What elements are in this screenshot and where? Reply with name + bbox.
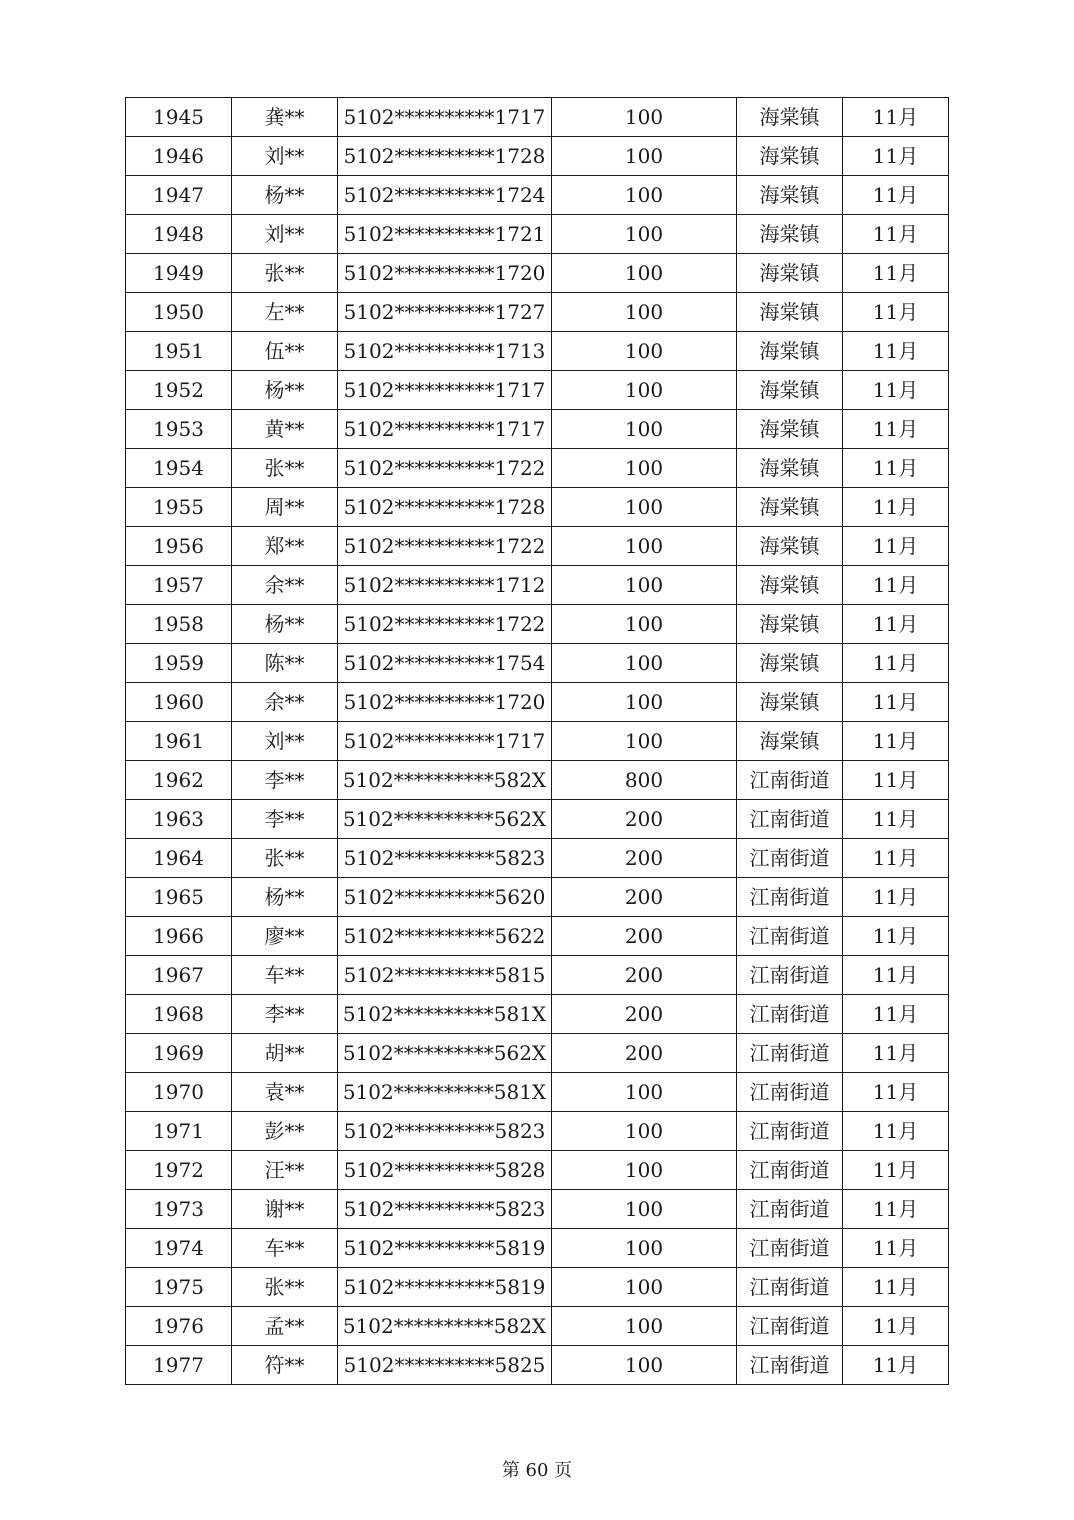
month-cell: 11月 — [843, 254, 949, 293]
serial-cell: 1960 — [126, 683, 232, 722]
month-cell: 11月 — [843, 800, 949, 839]
id-number-cell: 5102**********5620 — [338, 878, 552, 917]
table-row — [126, 449, 949, 488]
table-row — [126, 1073, 949, 1112]
amount-cell: 100 — [552, 1073, 737, 1112]
amount-cell: 100 — [552, 1307, 737, 1346]
name-cell: 刘** — [232, 137, 338, 176]
area-cell: 海棠镇 — [737, 605, 843, 644]
amount-cell: 200 — [552, 878, 737, 917]
serial-cell: 1959 — [126, 644, 232, 683]
serial-cell: 1970 — [126, 1073, 232, 1112]
table-row — [126, 917, 949, 956]
id-number-cell: 5102**********5828 — [338, 1151, 552, 1190]
amount-cell: 200 — [552, 956, 737, 995]
amount-cell: 100 — [552, 722, 737, 761]
amount-cell: 200 — [552, 839, 737, 878]
name-cell: 孟** — [232, 1307, 338, 1346]
month-cell: 11月 — [843, 956, 949, 995]
area-cell: 江南街道 — [737, 1346, 843, 1385]
area-cell: 海棠镇 — [737, 98, 843, 137]
table-row — [126, 176, 949, 215]
table-row — [126, 527, 949, 566]
id-number-cell: 5102**********1727 — [338, 293, 552, 332]
month-cell: 11月 — [843, 1190, 949, 1229]
id-number-cell: 5102**********1712 — [338, 566, 552, 605]
table-row — [126, 1307, 949, 1346]
amount-cell: 100 — [552, 137, 737, 176]
month-cell: 11月 — [843, 293, 949, 332]
id-number-cell: 5102**********582X — [338, 1307, 552, 1346]
area-cell: 海棠镇 — [737, 176, 843, 215]
name-cell: 龚** — [232, 98, 338, 137]
area-cell: 海棠镇 — [737, 722, 843, 761]
amount-cell: 200 — [552, 800, 737, 839]
serial-cell: 1963 — [126, 800, 232, 839]
amount-cell: 100 — [552, 449, 737, 488]
table-row — [126, 1229, 949, 1268]
serial-cell: 1977 — [126, 1346, 232, 1385]
name-cell: 张** — [232, 254, 338, 293]
table-row — [126, 254, 949, 293]
id-number-cell: 5102**********581X — [338, 995, 552, 1034]
area-cell: 江南街道 — [737, 1151, 843, 1190]
table-row — [126, 995, 949, 1034]
name-cell: 汪** — [232, 1151, 338, 1190]
serial-cell: 1968 — [126, 995, 232, 1034]
table-row — [126, 410, 949, 449]
area-cell: 海棠镇 — [737, 254, 843, 293]
area-cell: 海棠镇 — [737, 566, 843, 605]
serial-cell: 1967 — [126, 956, 232, 995]
serial-cell: 1962 — [126, 761, 232, 800]
serial-cell: 1953 — [126, 410, 232, 449]
amount-cell: 100 — [552, 1268, 737, 1307]
area-cell: 江南街道 — [737, 1112, 843, 1151]
month-cell: 11月 — [843, 137, 949, 176]
month-cell: 11月 — [843, 761, 949, 800]
amount-cell: 100 — [552, 566, 737, 605]
amount-cell: 100 — [552, 1112, 737, 1151]
area-cell: 江南街道 — [737, 1034, 843, 1073]
amount-cell: 100 — [552, 332, 737, 371]
name-cell: 杨** — [232, 605, 338, 644]
amount-cell: 100 — [552, 605, 737, 644]
id-number-cell: 5102**********1728 — [338, 137, 552, 176]
month-cell: 11月 — [843, 215, 949, 254]
name-cell: 谢** — [232, 1190, 338, 1229]
id-number-cell: 5102**********562X — [338, 800, 552, 839]
data-table — [125, 97, 949, 1385]
serial-cell: 1965 — [126, 878, 232, 917]
name-cell: 车** — [232, 956, 338, 995]
table-row — [126, 605, 949, 644]
month-cell: 11月 — [843, 1073, 949, 1112]
table-row — [126, 839, 949, 878]
area-cell: 江南街道 — [737, 1268, 843, 1307]
month-cell: 11月 — [843, 449, 949, 488]
area-cell: 江南街道 — [737, 800, 843, 839]
month-cell: 11月 — [843, 98, 949, 137]
name-cell: 彭** — [232, 1112, 338, 1151]
area-cell: 海棠镇 — [737, 683, 843, 722]
table-row — [126, 371, 949, 410]
serial-cell: 1972 — [126, 1151, 232, 1190]
area-cell: 海棠镇 — [737, 293, 843, 332]
name-cell: 胡** — [232, 1034, 338, 1073]
table-row — [126, 644, 949, 683]
table-row — [126, 137, 949, 176]
table-row — [126, 1112, 949, 1151]
month-cell: 11月 — [843, 176, 949, 215]
serial-cell: 1966 — [126, 917, 232, 956]
month-cell: 11月 — [843, 1229, 949, 1268]
id-number-cell: 5102**********1722 — [338, 449, 552, 488]
month-cell: 11月 — [843, 527, 949, 566]
table-row — [126, 1268, 949, 1307]
name-cell: 张** — [232, 449, 338, 488]
id-number-cell: 5102**********1722 — [338, 527, 552, 566]
table-row — [126, 683, 949, 722]
name-cell: 左** — [232, 293, 338, 332]
table-row — [126, 293, 949, 332]
amount-cell: 100 — [552, 371, 737, 410]
id-number-cell: 5102**********5815 — [338, 956, 552, 995]
amount-cell: 100 — [552, 293, 737, 332]
table-row — [126, 761, 949, 800]
area-cell: 江南街道 — [737, 1073, 843, 1112]
name-cell: 刘** — [232, 722, 338, 761]
id-number-cell: 5102**********1722 — [338, 605, 552, 644]
serial-cell: 1951 — [126, 332, 232, 371]
id-number-cell: 5102**********1717 — [338, 410, 552, 449]
area-cell: 海棠镇 — [737, 332, 843, 371]
serial-cell: 1952 — [126, 371, 232, 410]
name-cell: 张** — [232, 839, 338, 878]
id-number-cell: 5102**********5823 — [338, 1190, 552, 1229]
name-cell: 郑** — [232, 527, 338, 566]
area-cell: 海棠镇 — [737, 371, 843, 410]
amount-cell: 100 — [552, 1151, 737, 1190]
name-cell: 杨** — [232, 371, 338, 410]
month-cell: 11月 — [843, 722, 949, 761]
serial-cell: 1973 — [126, 1190, 232, 1229]
id-number-cell: 5102**********582X — [338, 761, 552, 800]
area-cell: 海棠镇 — [737, 137, 843, 176]
area-cell: 海棠镇 — [737, 527, 843, 566]
name-cell: 伍** — [232, 332, 338, 371]
name-cell: 杨** — [232, 176, 338, 215]
area-cell: 江南街道 — [737, 995, 843, 1034]
name-cell: 李** — [232, 800, 338, 839]
amount-cell: 100 — [552, 644, 737, 683]
serial-cell: 1946 — [126, 137, 232, 176]
serial-cell: 1957 — [126, 566, 232, 605]
amount-cell: 100 — [552, 683, 737, 722]
id-number-cell: 5102**********5823 — [338, 839, 552, 878]
area-cell: 海棠镇 — [737, 410, 843, 449]
id-number-cell: 5102**********1720 — [338, 254, 552, 293]
month-cell: 11月 — [843, 332, 949, 371]
area-cell: 江南街道 — [737, 839, 843, 878]
serial-cell: 1964 — [126, 839, 232, 878]
amount-cell: 200 — [552, 917, 737, 956]
serial-cell: 1974 — [126, 1229, 232, 1268]
area-cell: 江南街道 — [737, 761, 843, 800]
month-cell: 11月 — [843, 683, 949, 722]
id-number-cell: 5102**********1717 — [338, 98, 552, 137]
serial-cell: 1947 — [126, 176, 232, 215]
table-row — [126, 566, 949, 605]
amount-cell: 100 — [552, 488, 737, 527]
amount-cell: 200 — [552, 1034, 737, 1073]
month-cell: 11月 — [843, 1307, 949, 1346]
area-cell: 海棠镇 — [737, 488, 843, 527]
name-cell: 李** — [232, 761, 338, 800]
id-number-cell: 5102**********1728 — [338, 488, 552, 527]
serial-cell: 1955 — [126, 488, 232, 527]
id-number-cell: 5102**********1754 — [338, 644, 552, 683]
serial-cell: 1958 — [126, 605, 232, 644]
area-cell: 江南街道 — [737, 878, 843, 917]
month-cell: 11月 — [843, 1151, 949, 1190]
area-cell: 江南街道 — [737, 1307, 843, 1346]
amount-cell: 100 — [552, 1229, 737, 1268]
amount-cell: 200 — [552, 995, 737, 1034]
name-cell: 符** — [232, 1346, 338, 1385]
month-cell: 11月 — [843, 488, 949, 527]
serial-cell: 1954 — [126, 449, 232, 488]
serial-cell: 1948 — [126, 215, 232, 254]
serial-cell: 1975 — [126, 1268, 232, 1307]
table-row — [126, 1190, 949, 1229]
serial-cell: 1971 — [126, 1112, 232, 1151]
name-cell: 车** — [232, 1229, 338, 1268]
amount-cell: 100 — [552, 215, 737, 254]
name-cell: 陈** — [232, 644, 338, 683]
id-number-cell: 5102**********581X — [338, 1073, 552, 1112]
month-cell: 11月 — [843, 1034, 949, 1073]
area-cell: 江南街道 — [737, 1229, 843, 1268]
amount-cell: 100 — [552, 1190, 737, 1229]
serial-cell: 1961 — [126, 722, 232, 761]
month-cell: 11月 — [843, 644, 949, 683]
serial-cell: 1976 — [126, 1307, 232, 1346]
table-row — [126, 98, 949, 137]
amount-cell: 800 — [552, 761, 737, 800]
id-number-cell: 5102**********5825 — [338, 1346, 552, 1385]
name-cell: 周** — [232, 488, 338, 527]
id-number-cell: 5102**********1717 — [338, 371, 552, 410]
name-cell: 杨** — [232, 878, 338, 917]
id-number-cell: 5102**********1721 — [338, 215, 552, 254]
table-row — [126, 215, 949, 254]
serial-cell: 1969 — [126, 1034, 232, 1073]
name-cell: 廖** — [232, 917, 338, 956]
amount-cell: 100 — [552, 176, 737, 215]
area-cell: 江南街道 — [737, 1190, 843, 1229]
month-cell: 11月 — [843, 566, 949, 605]
serial-cell: 1949 — [126, 254, 232, 293]
id-number-cell: 5102**********1713 — [338, 332, 552, 371]
id-number-cell: 5102**********1724 — [338, 176, 552, 215]
table-row — [126, 1034, 949, 1073]
table-row — [126, 332, 949, 371]
id-number-cell: 5102**********5819 — [338, 1229, 552, 1268]
name-cell: 袁** — [232, 1073, 338, 1112]
month-cell: 11月 — [843, 878, 949, 917]
page-number: 第 60 页 — [501, 1460, 573, 1481]
serial-cell: 1950 — [126, 293, 232, 332]
table-row — [126, 1151, 949, 1190]
area-cell: 海棠镇 — [737, 449, 843, 488]
name-cell: 刘** — [232, 215, 338, 254]
table-row — [126, 488, 949, 527]
table-row — [126, 956, 949, 995]
amount-cell: 100 — [552, 410, 737, 449]
id-number-cell: 5102**********1717 — [338, 722, 552, 761]
month-cell: 11月 — [843, 839, 949, 878]
table-row — [126, 722, 949, 761]
amount-cell: 100 — [552, 527, 737, 566]
id-number-cell: 5102**********5622 — [338, 917, 552, 956]
amount-cell: 100 — [552, 254, 737, 293]
id-number-cell: 5102**********1720 — [338, 683, 552, 722]
id-number-cell: 5102**********5823 — [338, 1112, 552, 1151]
name-cell: 黄** — [232, 410, 338, 449]
id-number-cell: 5102**********5819 — [338, 1268, 552, 1307]
month-cell: 11月 — [843, 1268, 949, 1307]
amount-cell: 100 — [552, 98, 737, 137]
table-body — [126, 98, 949, 1385]
name-cell: 张** — [232, 1268, 338, 1307]
table-row — [126, 800, 949, 839]
name-cell: 余** — [232, 683, 338, 722]
month-cell: 11月 — [843, 1346, 949, 1385]
serial-cell: 1945 — [126, 98, 232, 137]
table-row — [126, 1346, 949, 1385]
name-cell: 李** — [232, 995, 338, 1034]
area-cell: 海棠镇 — [737, 644, 843, 683]
month-cell: 11月 — [843, 995, 949, 1034]
area-cell: 海棠镇 — [737, 215, 843, 254]
table-row — [126, 878, 949, 917]
area-cell: 江南街道 — [737, 917, 843, 956]
serial-cell: 1956 — [126, 527, 232, 566]
name-cell: 余** — [232, 566, 338, 605]
month-cell: 11月 — [843, 917, 949, 956]
area-cell: 江南街道 — [737, 956, 843, 995]
month-cell: 11月 — [843, 605, 949, 644]
amount-cell: 100 — [552, 1346, 737, 1385]
month-cell: 11月 — [843, 1112, 949, 1151]
month-cell: 11月 — [843, 371, 949, 410]
id-number-cell: 5102**********562X — [338, 1034, 552, 1073]
month-cell: 11月 — [843, 410, 949, 449]
